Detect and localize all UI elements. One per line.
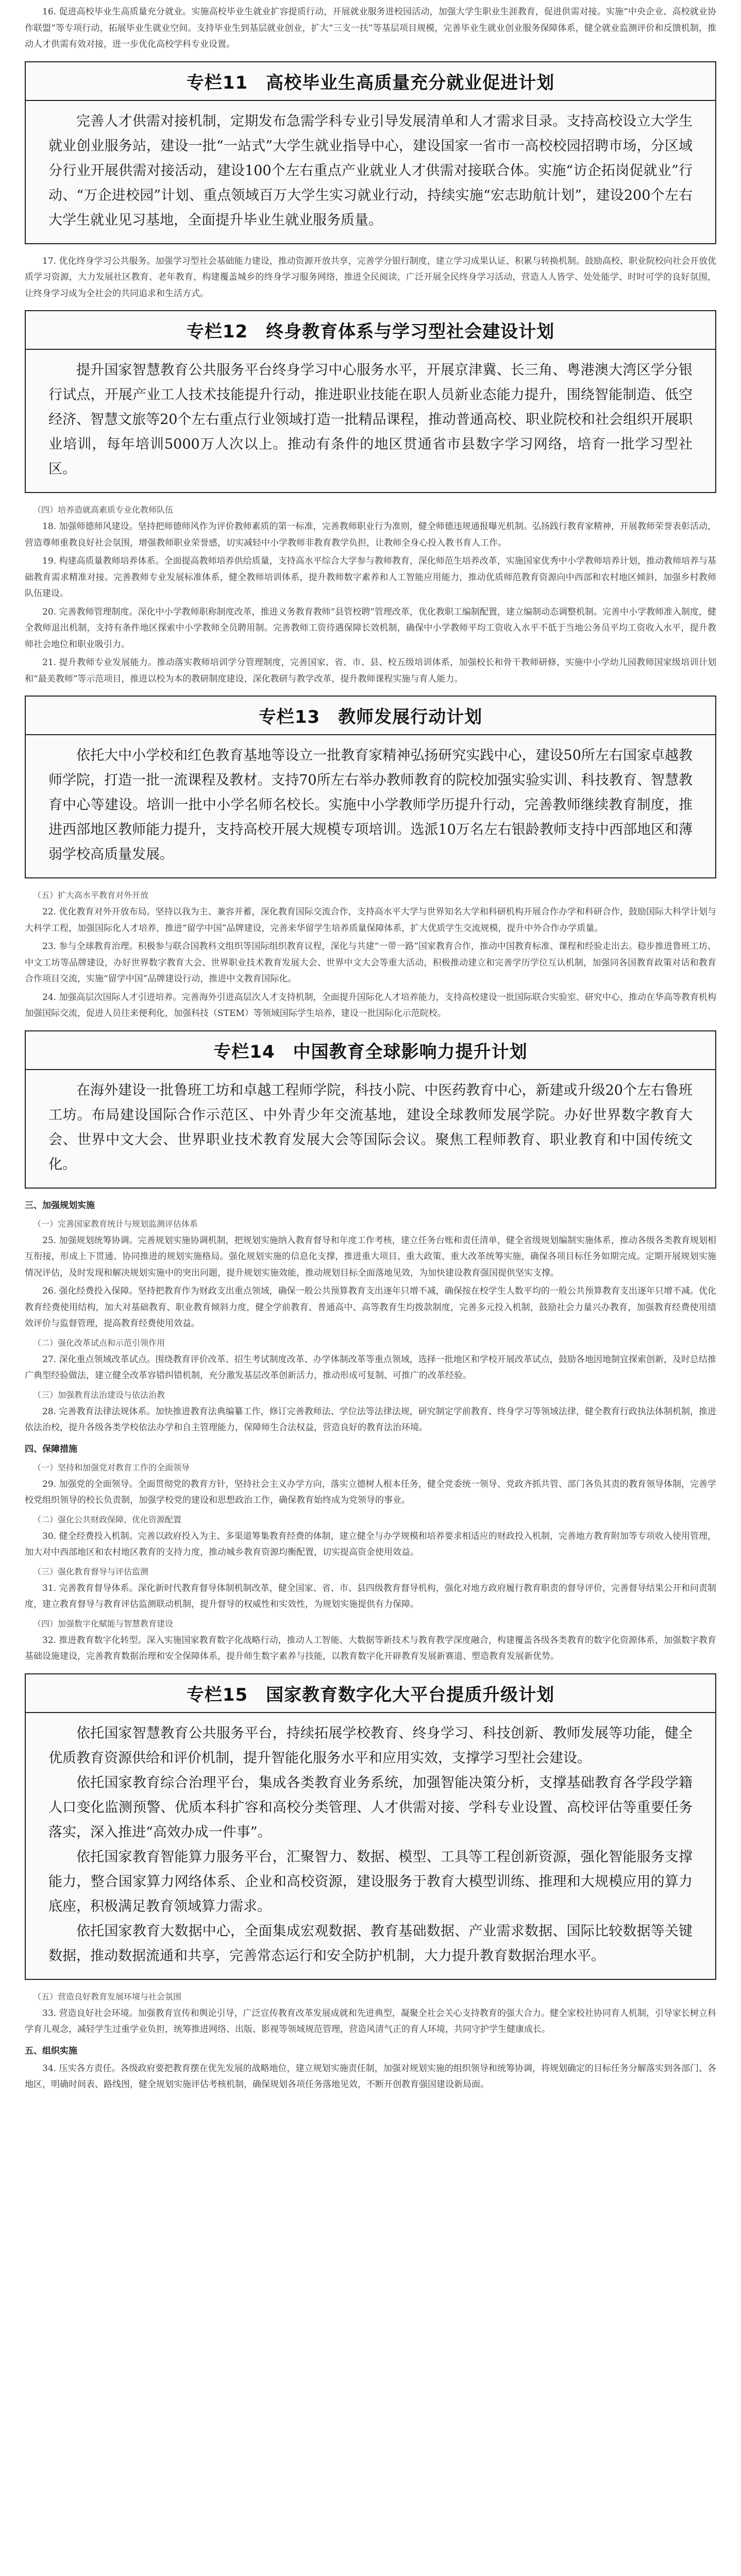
paragraph-32: 32. 推进教育数字化转型。深入实施国家教育数字化战略行动，推动人工智能、大数据等新技术与教育教学深度融合，构建覆盖各级各类教育的数字化资源体系，加强数字教育基础设施建设，完善教育数据治理和安全保障体系，提升师生数字素养与技能，以教育数字化开辟教育发展新赛道、塑造教育发展新优势。	[25, 1635, 716, 1662]
paragraph-22: 22. 优化教育对外开放布局。坚持以我为主、兼容并蓄，深化教育国际交流合作，支持高水平大学与世界知名大学和科研机构开展合作办学和科研合作，鼓励国际大科学计划与大科学工程，加强国际化人才培养，推进“留学中国”品牌建设，完善来华留学生培养质量保障体系，扩大优质学生交流规模，提升中外合作办学质量。	[25, 907, 716, 934]
paragraph-21: 21. 提升教师专业发展能力。推动落实教师培训学分管理制度，完善国家、省、市、县、校五级培训体系，加强校长和骨干教师研修，实施中小学幼儿园教师国家级培训计划和“最美教师”等示范项目，推进以校为本的教研制度建设，深化教研与教学改革，提升教师课程实施与育人能力。	[25, 657, 716, 684]
paragraph-17: 17. 优化终身学习公共服务。加强学习型社会基础能力建设，推动资源开放共享，完善学分银行制度，建立学习成果认证、积累与转换机制。鼓励高校、职业院校向社会开放优质学习资源，大力发展社区教育、老年教育，构建覆盖城乡的终身学习服务网络，推进全民阅读，广泛开展全民终身学习活动，营造人人皆学、处处能学、时时可学的良好氛围，让终身学习成为全社会的共同追求和生活方式。	[25, 256, 716, 299]
section-heading: （二）强化改革试点和示范引领作用	[33, 1337, 165, 1348]
paragraph-18: 18. 加强师德师风建设。坚持把师德师风作为评价教师素质的第一标准，完善教师职业行为准则，健全师德违规通报曝光机制。弘扬践行教育家精神，开展教师荣誉表彰活动，营造尊师重教良好社会氛围，增强教师职业荣誉感，切实减轻中小学教师非教育教学负担，让教师全身心投入教书育人工作。	[25, 521, 716, 548]
column-box-14	[25, 1030, 716, 1189]
column-box-text: 提升国家智慧教育公共服务平台终身学习中心服务水平，开展京津冀、长三角、粤港澳大湾区学分银行试点，开展产业工人技术技能提升行动，推进职业技能在职人员新业态能力提升，围绕智能制造、低空经济、智慧文旅等20个左右重点行业领域打造一批精品课程，推动普通高校、职业院校和社会组织开展职业培训，每年培训5000万人次以上。推动有条件的地区贯通省市县数字学习网络，培育一批学习型社区。	[48, 362, 693, 477]
column-box-title: 专栏14 中国教育全球影响力提升计划	[26, 1031, 715, 1070]
paragraph-26: 26. 强化经费投入保障。坚持把教育作为财政支出重点领域，确保一般公共预算教育支出逐年只增不减，确保按在校学生人数平均的一般公共预算教育支出逐年只增不减。优化教育经费使用结构，加大对基础教育、职业教育倾斜力度，健全学前教育、普通高中、高等教育生均拨款制度，完善多元投入机制，鼓励社会力量兴办教育，加强教育经费使用绩效评价与监督管理，提高教育经费使用效益。	[25, 1286, 716, 1329]
column-box-title: 专栏15 国家教育数字化大平台提质升级计划	[26, 1674, 715, 1713]
column-box-title: 专栏12 终身教育体系与学习型社会建设计划	[26, 311, 715, 350]
chapter-heading: 五、组织实施	[25, 2045, 77, 2056]
paragraph-31: 31. 完善教育督导体系。深化新时代教育督导体制机制改革，健全国家、省、市、县四级教育督导机构，强化对地方政府履行教育职责的督导评价，完善督导结果公开和问责制度，建立教育督导与教育评估监测联动机制，提升督导的权威性和实效性，为规划实施提供有力保障。	[25, 1583, 716, 1609]
section-heading: （一）坚持和加强党对教育工作的全面领导	[33, 1462, 190, 1472]
section-heading: （三）强化教育督导与评估监测	[33, 1566, 149, 1577]
column-box-12	[25, 310, 716, 493]
column-box-13	[25, 696, 716, 878]
column-box-text: 在海外建设一批鲁班工坊和卓越工程师学院，科技小院、中医药教育中心，新建或升级20个左右鲁班工坊。布局建设国际合作示范区、中外青少年交流基地，建设全球教师发展学院。办好世界数字教育大会、世界中文大会、世界职业技术教育发展大会等国际会议。聚焦工程师教育、职业教育和中国传统文化。	[48, 1082, 693, 1173]
section-heading: （五）营造良好教育发展环境与社会氛围	[33, 1991, 182, 2002]
paragraph-23: 23. 参与全球教育治理。积极参与联合国教科文组织等国际组织教育议程，深化与共建“一带一路”国家教育合作，推动中国教育标准、课程和经验走出去。稳步推进鲁班工坊、中文工坊等品牌建设，办好世界数字教育大会、世界职业技术教育发展大会、世界中文大会等重大活动，积极推动建立和完善学历学位互认机制，加强同各国教育政策对话和教育合作项目交流，实施“留学中国”品牌建设行动，推进中文教育国际化。	[25, 941, 716, 984]
chapter-heading: 四、保障措施	[25, 1444, 77, 1454]
column-box-text: 完善人才供需对接机制，定期发布急需学科专业引导发展清单和人才需求目录。支持高校设立大学生就业创业服务站，建设一批“一站式”大学生就业指导中心，建设国家一省市一高校校园招聘市场，分区域分行业开展供需对接活动，建设100个左右重点产业就业人才供需对接联合体。实施“访企拓岗促就业”行动、“万企进校园”计划、重点领域百万大学生实习就业行动，持续实施“宏志助航计划”，建设200个左右大学生就业见习基地，全面提升毕业生就业服务质量。	[48, 113, 693, 228]
column-box-text: 依托国家智慧教育公共服务平台，持续拓展学校教育、终身学习、科技创新、教师发展等功能，健全优质教育资源供给和评价机制，提升智能化服务水平和应用实效，支撑学习型社会建设。	[48, 1725, 693, 1766]
column-box-text: 依托国家教育智能算力服务平台，汇聚智力、数据、模型、工具等工程创新资源，强化智能服务支撑能力，整合国家算力网络体系、企业和高校资源，建设服务于教育大模型训练、推理和大规模应用的算力底座，积极满足教育领域算力需求。	[48, 1849, 693, 1914]
column-box-11	[25, 61, 716, 244]
section-heading: （四）培养造就高素质专业化教师队伍	[33, 505, 174, 515]
paragraph-33: 33. 营造良好社会环境。加强教育宣传和舆论引导，广泛宣传教育改革发展成就和先进典型，凝聚全社会关心支持教育的强大合力。健全家校社协同育人机制，引导家长树立科学育儿观念，减轻学生过重学业负担，统筹推进网络、出版、影视等领域规范管理，营造风清气正的育人环境，共同守护学生健康成长。	[25, 2008, 716, 2035]
paragraph-24: 24. 加强高层次国际人才引进培养。完善海外引进高层次人才支持机制，全面提升国际化人才培养能力，支持高校建设一批国际联合实验室、研究中心，推动在华高等教育机构加强国际交流，促进人员往来便利化，加强科技（STEM）等领域国际学生培养，建设一批国际化示范院校。	[25, 992, 716, 1019]
column-box-body	[26, 101, 715, 243]
column-box-15	[25, 1673, 716, 1980]
paragraph-19: 19. 构建高质量教师培养体系。全面提高教师培养供给质量，支持高水平综合大学参与教师教育，深化师范生培养改革，实施国家优秀中小学教师培养计划，推动教师培养与基础教育需求精准对接。完善教师专业发展标准体系，健全教师培训体系，提升教师数字素养和人工智能应用能力，推动优质师范教育资源向中西部和农村地区倾斜，加强乡村教师队伍建设。	[25, 556, 716, 599]
section-heading: （四）加强数字化赋能与智慧教育建设	[33, 1618, 174, 1629]
column-box-body	[26, 1070, 715, 1188]
section-heading: （二）强化公共财政保障，优化资源配置	[33, 1514, 182, 1524]
section-heading: （一）完善国家教育统计与规划监测评估体系	[33, 1218, 198, 1229]
section-heading: （五）扩大高水平教育对外开放	[33, 890, 149, 900]
column-box-text: 依托国家教育大数据中心，全面集成宏观数据、教育基础数据、产业需求数据、国际比较数据等关键数据，推动数据流通和共享，完善常态运行和安全防护机制，大力提升教育数据治理水平。	[48, 1923, 693, 1964]
paragraph-16: 16. 促进高校毕业生高质量充分就业。实施高校毕业生就业扩容提质行动，开展就业服务进校园活动，加强大学生职业生涯教育，促进供需对接。实施“中央企业、高校就业协作联盟”等专项行动，拓展毕业生就业空间。支持毕业生到基层就业创业，扩大“三支一扶”等基层项目规模，完善毕业生就业创业服务保障体系，健全就业监测评价和反馈机制，推动人才供需有效对接，进一步优化高校学科专业设置。	[25, 7, 716, 49]
paragraph-29: 29. 加强党的全面领导。全面贯彻党的教育方针，坚持社会主义办学方向，落实立德树人根本任务，健全党委统一领导、党政齐抓共管、部门各负其责的教育领导体制，完善学校党组织领导的校长负责制，加强学校党的建设和思想政治工作，确保教育始终成为党领导的事业。	[25, 1479, 716, 1505]
paragraph-34: 34. 压实各方责任。各级政府要把教育摆在优先发展的战略地位，建立规划实施责任制，加强对规划实施的组织领导和统筹协调，将规划确定的目标任务分解落实到各部门、各地区，明确时间表、路线图，健全规划实施评估考核机制，确保规划各项任务落地见效，不断开创教育强国建设新局面。	[25, 2063, 716, 2090]
paragraph-27: 27. 深化重点领域改革试点。围绕教育评价改革、招生考试制度改革、办学体制改革等重点领域，选择一批地区和学校开展改革试点，鼓励各地因地制宜探索创新，及时总结推广典型经验做法，建立健全改革容错纠错机制，充分激发基层改革创新活力，推动形成可复制、可推广的改革经验。	[25, 1354, 716, 1381]
column-box-text: 依托大中小学校和红色教育基地等设立一批教育家精神弘扬研究实践中心，建设50所左右国家卓越教师学院，打造一批一流课程及教材。支持70所左右举办教师教育的院校加强实验实训、科技教育、智慧教育中心等建设。培训一批中小学名师名校长。实施中小学教师学历提升行动，完善教师继续教育制度，推进西部地区教师能力提升，支持高校开展大规模专项培训。选派10万名左右银龄教师支持中西部地区和薄弱学校高质量发展。	[48, 748, 693, 862]
column-box-body	[26, 350, 715, 492]
chapter-heading: 三、加强规划实施	[25, 1200, 95, 1211]
section-heading: （三）加强教育法治建设与依法治教	[33, 1389, 165, 1400]
paragraph-20: 20. 完善教师管理制度。深化中小学教师职称制度改革，推进义务教育教师“县管校聘”管理改革，优化教职工编制配置，建立编制动态调整机制。完善中小学教师准入制度，健全教师退出机制，支持有条件地区探索中小学教师全员聘用制。完善教师工资待遇保障长效机制，确保中小学教师平均工资收入水平不低于当地公务员平均工资收入水平，提升教师社会地位和职业吸引力。	[25, 606, 716, 650]
column-box-title: 专栏11 高校毕业生高质量充分就业促进计划	[26, 62, 715, 101]
paragraph-28: 28. 完善教育法律法规体系。加快推进教育法典编纂工作，修订完善教师法、学位法等法律法规，研究制定学前教育、终身学习等领域法律，健全教育行政执法体制机制，推进依法治校，提升各级各类学校依法办学和自主管理能力，保障师生合法权益，营造良好的教育法治环境。	[25, 1406, 716, 1433]
column-box-body	[26, 1713, 715, 1979]
paragraph-25: 25. 加强规划统筹协调。完善规划实施协调机制，把规划实施纳入教育督导和年度工作考核，建立任务台账和责任清单，健全省级规划编制实施体系，推动各级各类教育规划相互衔接，形成上下贯通、协同推进的规划实施格局。强化规划实施的信息化支撑，推进重大项目、重大政策、重大改革统筹实施，确保各项目标任务如期完成。定期开展规划实施情况评估，及时发现和解决规划实施中的突出问题，提升规划实施效能，推动规划目标全面落地见效，为加快建设教育强国提供坚实支撑。	[25, 1235, 716, 1278]
paragraph-30: 30. 健全经费投入机制。完善以政府投入为主、多渠道筹集教育经费的体制，建立健全与办学规模和培养要求相适应的财政投入机制，完善地方教育附加等专项收入使用管理，加大对中西部地区和农村地区教育的支持力度，推动城乡教育资源均衡配置，切实提高资金使用效益。	[25, 1531, 716, 1557]
column-box-text: 依托国家教育综合治理平台，集成各类教育业务系统，加强智能决策分析，支撑基础教育各学段学籍人口变化监测预警、优质本科扩容和高校分类管理、人才供需对接、学科专业设置、高校评估等重要任务落实，深入推进“高效办成一件事”。	[48, 1774, 693, 1840]
column-box-body	[26, 735, 715, 877]
column-box-title: 专栏13 教师发展行动计划	[26, 697, 715, 735]
